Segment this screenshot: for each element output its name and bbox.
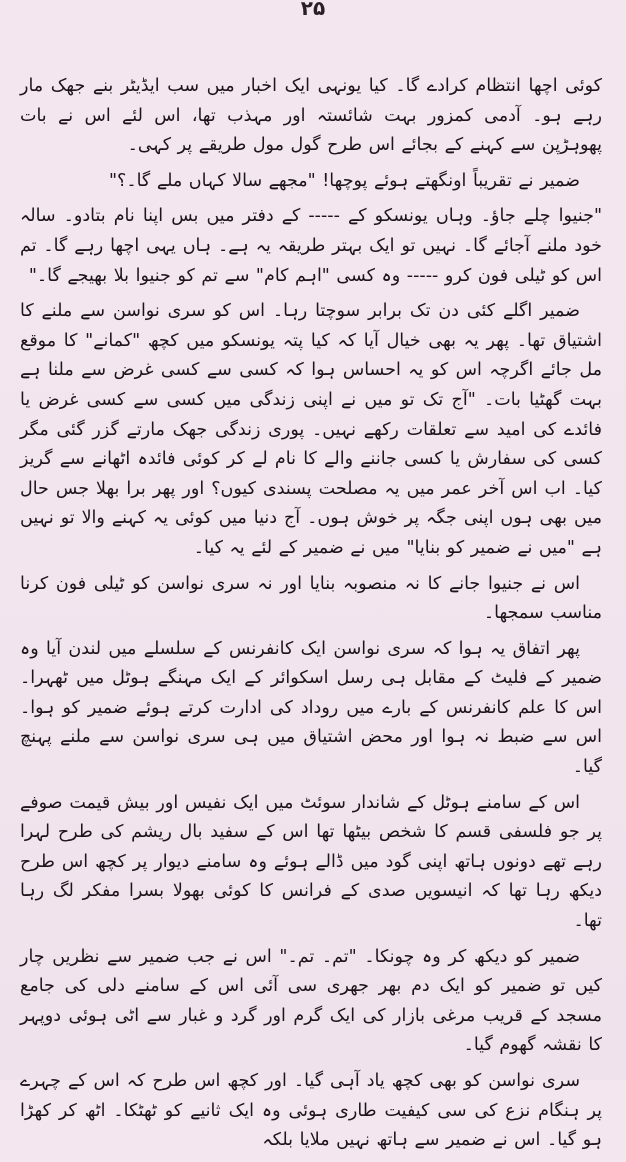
paragraph-5: اس نے جنیوا جانے کا نہ منصوبہ بنایا اور نہ سری نواسن کو ٹیلی فون کرنا مناسب سمجھا۔ — [20, 573, 602, 624]
paragraph-4: ضمیر اگلے کئی دن تک برابر سوچتا رہا۔ اس کو سری نواسن سے ملنے کا اشتیاق تھا۔ پھر یہ بھی خیال آیا کہ کیا پتہ یونسکو میں کچھ "کمانے" کا موقع مل جائے اگرچہ اس کو یہ احساس ہوا کہ کسی سے کسی غرض سے ملنا ہے بہت گھٹیا بات۔ "آج تک تو میں نے اپنی زندگی میں کسی سے کسی غرض یا فائدے کی امید سے تعلقات رکھے نہیں۔ پوری زندگی جھک مارتے گزر گئی مگر کسی کی سفارش یا کسی جاننے والے کا نام لے کر کوئی فائدہ اٹھانے سے گریز کیا۔ اب اس آخر عمر میں یہ مصلحت پسندی کیوں؟ اور پھر برا بھلا جس حال میں بھی ہوں اپنی جگہ پر خوش ہوں۔ آج دنیا میں کوئی یہ کہنے والا تو نہیں ہے "میں نے ضمیر کو بنایا" میں نے ضمیر کے لئے یہ کیا۔ — [20, 301, 602, 558]
paragraph-1: کوئی اچھا انتظام کرادے گا۔ کیا یونہی ایک اخبار میں سب ایڈیٹر بنے جھک مار رہے ہو۔ آدمی کمزور بہت شائستہ اور مہذب تھا، اس لئے اس نے بات پھوہڑپن سے کہنے کے بجائے اس طرح گول مول طریقے پر کہی۔ — [20, 76, 602, 156]
paragraph-6: پھر اتفاق یہ ہوا کہ سری نواسن ایک کانفرنس کے سلسلے میں لندن آیا وہ ضمیر کے فلیٹ کے مقابل ہی رسل اسکوائر کے ایک مہنگے ہوٹل میں ٹھہرا۔ اس کا علم کانفرنس کے بارے میں روداد کی ادارت کرتے ہوئے ضمیر کو ہوا۔ اس سے ضبط نہ ہوا اور محض اشتیاق میں ہی سری نواسن سے ملنے پہنچ گیا۔ — [20, 638, 602, 778]
paragraph-3: "جنیوا چلے جاؤ۔ وہاں یونسکو کے ----- کے دفتر میں بس اپنا نام بتادو۔ سالہ خود ملنے آجائے گا۔ نہیں تو ایک بہتر طریقہ یہ ہے۔ ہاں یہی اچھا رہے گا۔ تم اس کو ٹیلی فون کرو ----- وہ کسی "اہم کام" سے تم کو جنیوا بلا بھیجے گا۔" — [20, 206, 602, 286]
page-number: ۲۵ — [300, 0, 326, 20]
body-text — [20, 72, 602, 1162]
paragraph-7: اس کے سامنے ہوٹل کے شاندار سوئٹ میں ایک نفیس اور بیش قیمت صوفے پر جو فلسفی قسم کا شخص بیٹھا تھا اس کے سفید بال ریشم کی طرح لہرا رہے تھے دونوں ہاتھ اپنی گود میں ڈالے ہوئے وہ سامنے دیوار پر کچھ اس طرح دیکھ رہا تھا کہ انیسویں صدی کے فرانس کا کوئی بھولا بسرا مفکر لگ رہا تھا۔ — [20, 792, 602, 932]
paragraph-2: ضمیر نے تقریباً اونگھتے ہوئے پوچھا! "مجھے سالا کہاں ملے گا۔؟" — [109, 170, 580, 191]
paragraph-9: سری نواسن کو بھی کچھ یاد آہی گیا۔ اور کچھ اس طرح کہ اس کے چہرے پر ہنگام نزع کی سی کیفیت طاری ہوئی وہ ایک ثانیے کو ٹھٹکا۔ اٹھ کر کھڑا ہو گیا۔ اس نے ضمیر سے ہاتھ نہیں ملایا بلکہ — [20, 1071, 602, 1151]
paragraph-8: ضمیر کو دیکھ کر وہ چونکا۔ "تم۔ تم۔" اس نے جب ضمیر سے نظریں چار کیں تو ضمیر کو ایک دم بھر جھری سی آئی اس کے سامنے دلی کی جامع مسجد کے قریب مرغی بازار کی ایک گرم اور گرد و غبار سے اٹی ہوئی دوپہر کا نقشہ گھوم گیا۔ — [20, 946, 602, 1056]
